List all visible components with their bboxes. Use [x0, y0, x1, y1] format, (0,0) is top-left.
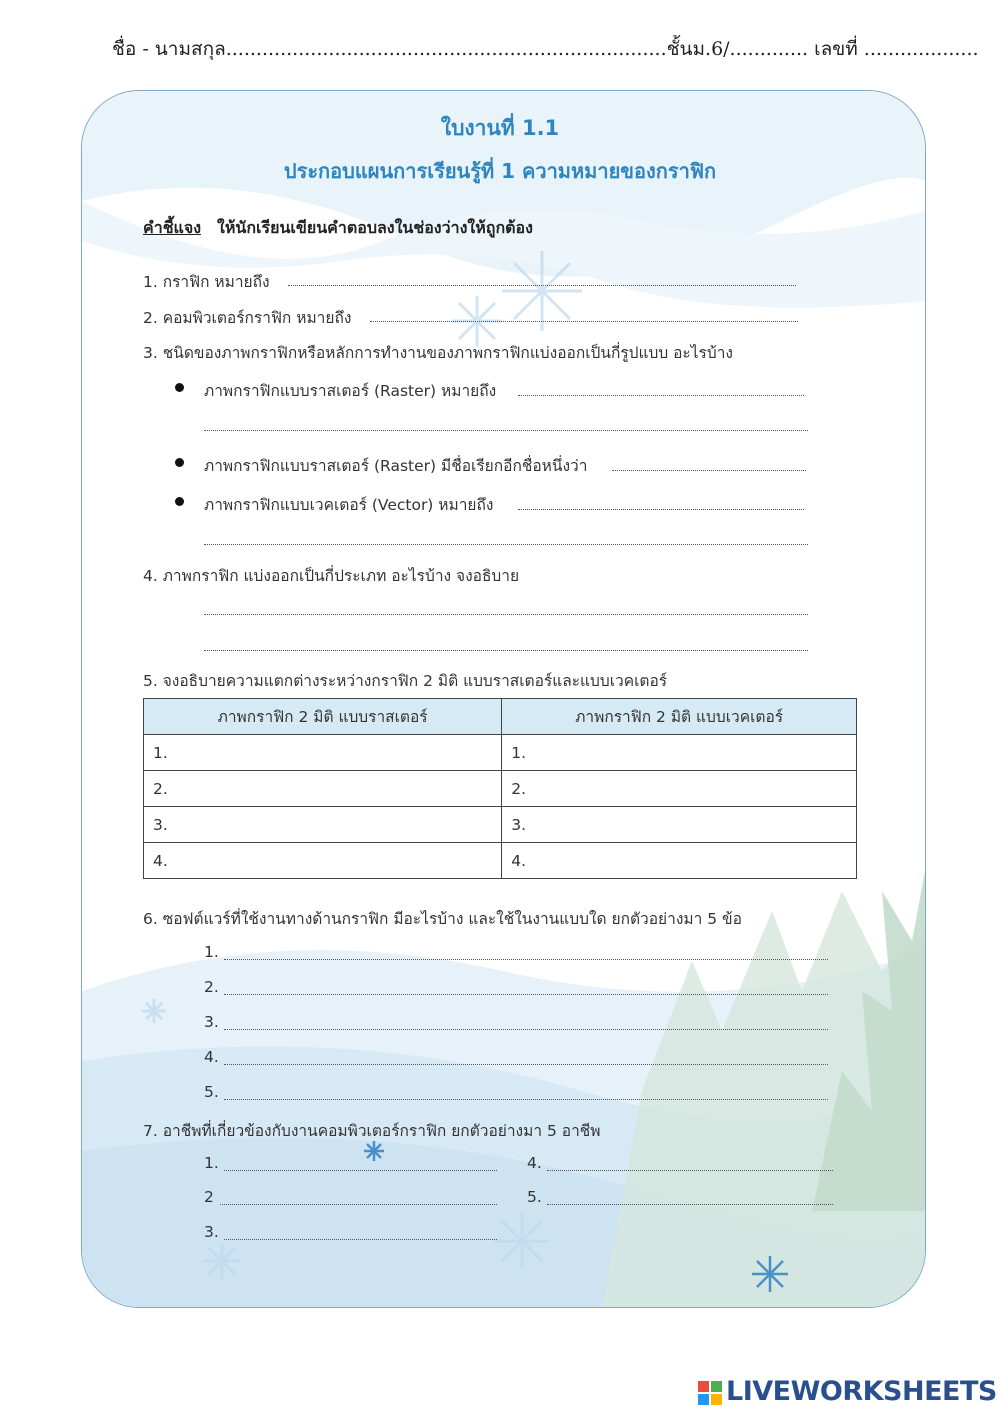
bullet-icon — [175, 497, 184, 506]
question-7: 7. อาชีพที่เกี่ยวข้องกับงานคอมพิวเตอร์กราฟิก ยกตัวอย่างมา 5 อาชีพ — [143, 1122, 601, 1140]
answer-line-q2[interactable] — [370, 321, 798, 322]
vector-cell[interactable]: 4. — [502, 843, 857, 879]
student-info-line: ชื่อ - นามสกุล.........................................................................ชั้นม.6/............. เลขที่ ................... — [112, 38, 979, 60]
raster-cell[interactable]: 1. — [144, 735, 502, 771]
question-6: 6. ซอฟต์แวร์ที่ใช้งานทางด้านกราฟิก มีอะไรบ้าง และใช้ในงานแบบใด ยกตัวอย่างมา 5 ข้อ — [143, 910, 742, 928]
question-3: 3. ชนิดของภาพกราฟิกหรือหลักการทำงานของภาพกราฟิกแบ่งออกเป็นกี่รูปแบบ อะไรบ้าง — [143, 344, 733, 362]
answer-line-q4-1[interactable] — [204, 614, 808, 615]
bullet-icon — [175, 383, 184, 392]
bullet-icon — [175, 458, 184, 467]
question-2: 2. คอมพิวเตอร์กราฟิก หมายถึง — [143, 309, 352, 327]
question-4: 4. ภาพกราฟิก แบ่งออกเป็นกี่ประเภท อะไรบ้าง จงอธิบาย — [143, 567, 520, 585]
vector-cell[interactable]: 2. — [502, 771, 857, 807]
q6-item-number: 1. — [204, 943, 219, 961]
vector-cell[interactable]: 3. — [502, 807, 857, 843]
table-row — [144, 735, 857, 771]
instructions — [143, 216, 533, 241]
question-5: 5. จงอธิบายความแตกต่างระหว่างกราฟิก 2 มิติ แบบราสเตอร์และแบบเวคเตอร์ — [143, 672, 668, 690]
table-row — [144, 807, 857, 843]
table-header-row — [144, 699, 857, 735]
column-header-vector: ภาพกราฟิก 2 มิติ แบบเวคเตอร์ — [502, 699, 857, 735]
comparison-table — [143, 698, 857, 879]
q7-item-number: 4. — [527, 1154, 542, 1172]
answer-line-q7-1[interactable] — [224, 1170, 497, 1171]
answer-line-q3-raster-meaning-2[interactable] — [204, 430, 808, 431]
answer-line-q6-5[interactable] — [224, 1099, 828, 1100]
liveworksheets-logo-icon — [698, 1381, 722, 1405]
raster-cell[interactable]: 2. — [144, 771, 502, 807]
q7-item-number: 1. — [204, 1154, 219, 1172]
answer-line-q1[interactable] — [288, 285, 796, 286]
instructions-label: คำชี้แจง — [143, 218, 202, 237]
answer-line-q3-vector-meaning-2[interactable] — [204, 544, 808, 545]
liveworksheets-brand: LIVEWORKSHEETS — [726, 1376, 997, 1407]
answer-line-q6-2[interactable] — [224, 994, 828, 995]
answer-line-q6-4[interactable] — [224, 1064, 828, 1065]
table-row — [144, 843, 857, 879]
question-3-raster-alias: ภาพกราฟิกแบบราสเตอร์ (Raster) มีชื่อเรียกอีกชื่อหนึ่งว่า — [204, 457, 588, 475]
answer-line-q6-3[interactable] — [224, 1029, 828, 1030]
q6-item-number: 5. — [204, 1083, 219, 1101]
question-3-vector-meaning: ภาพกราฟิกแบบเวคเตอร์ (Vector) หมายถึง — [204, 496, 494, 514]
answer-line-q3-raster-alias[interactable] — [612, 470, 806, 471]
answer-line-q7-3[interactable] — [224, 1239, 497, 1240]
q7-item-number: 2 — [204, 1188, 214, 1206]
raster-cell[interactable]: 3. — [144, 807, 502, 843]
question-3-raster-meaning: ภาพกราฟิกแบบราสเตอร์ (Raster) หมายถึง — [204, 382, 497, 400]
q6-item-number: 3. — [204, 1013, 219, 1031]
raster-cell[interactable]: 4. — [144, 843, 502, 879]
instructions-text: ให้นักเรียนเขียนคำตอบลงในช่องว่างให้ถูกต้อง — [217, 218, 533, 237]
q7-item-number: 3. — [204, 1223, 219, 1241]
question-1: 1. กราฟิก หมายถึง — [143, 273, 270, 291]
worksheet-title: ใบงานที่ 1.1 — [440, 116, 560, 140]
answer-line-q7-2[interactable] — [220, 1204, 497, 1205]
q6-item-number: 4. — [204, 1048, 219, 1066]
table-row — [144, 771, 857, 807]
q6-item-number: 2. — [204, 978, 219, 996]
answer-line-q6-1[interactable] — [224, 959, 828, 960]
worksheet-subtitle: ประกอบแผนการเรียนรู้ที่ 1 ความหมายของกราฟิก — [283, 159, 717, 183]
answer-line-q7-4[interactable] — [547, 1170, 833, 1171]
answer-line-q7-5[interactable] — [547, 1204, 833, 1205]
answer-line-q4-2[interactable] — [204, 650, 808, 651]
vector-cell[interactable]: 1. — [502, 735, 857, 771]
q7-item-number: 5. — [527, 1188, 542, 1206]
answer-line-q3-vector-meaning[interactable] — [518, 509, 804, 510]
answer-line-q3-raster-meaning[interactable] — [518, 395, 804, 396]
column-header-raster: ภาพกราฟิก 2 มิติ แบบราสเตอร์ — [144, 699, 502, 735]
